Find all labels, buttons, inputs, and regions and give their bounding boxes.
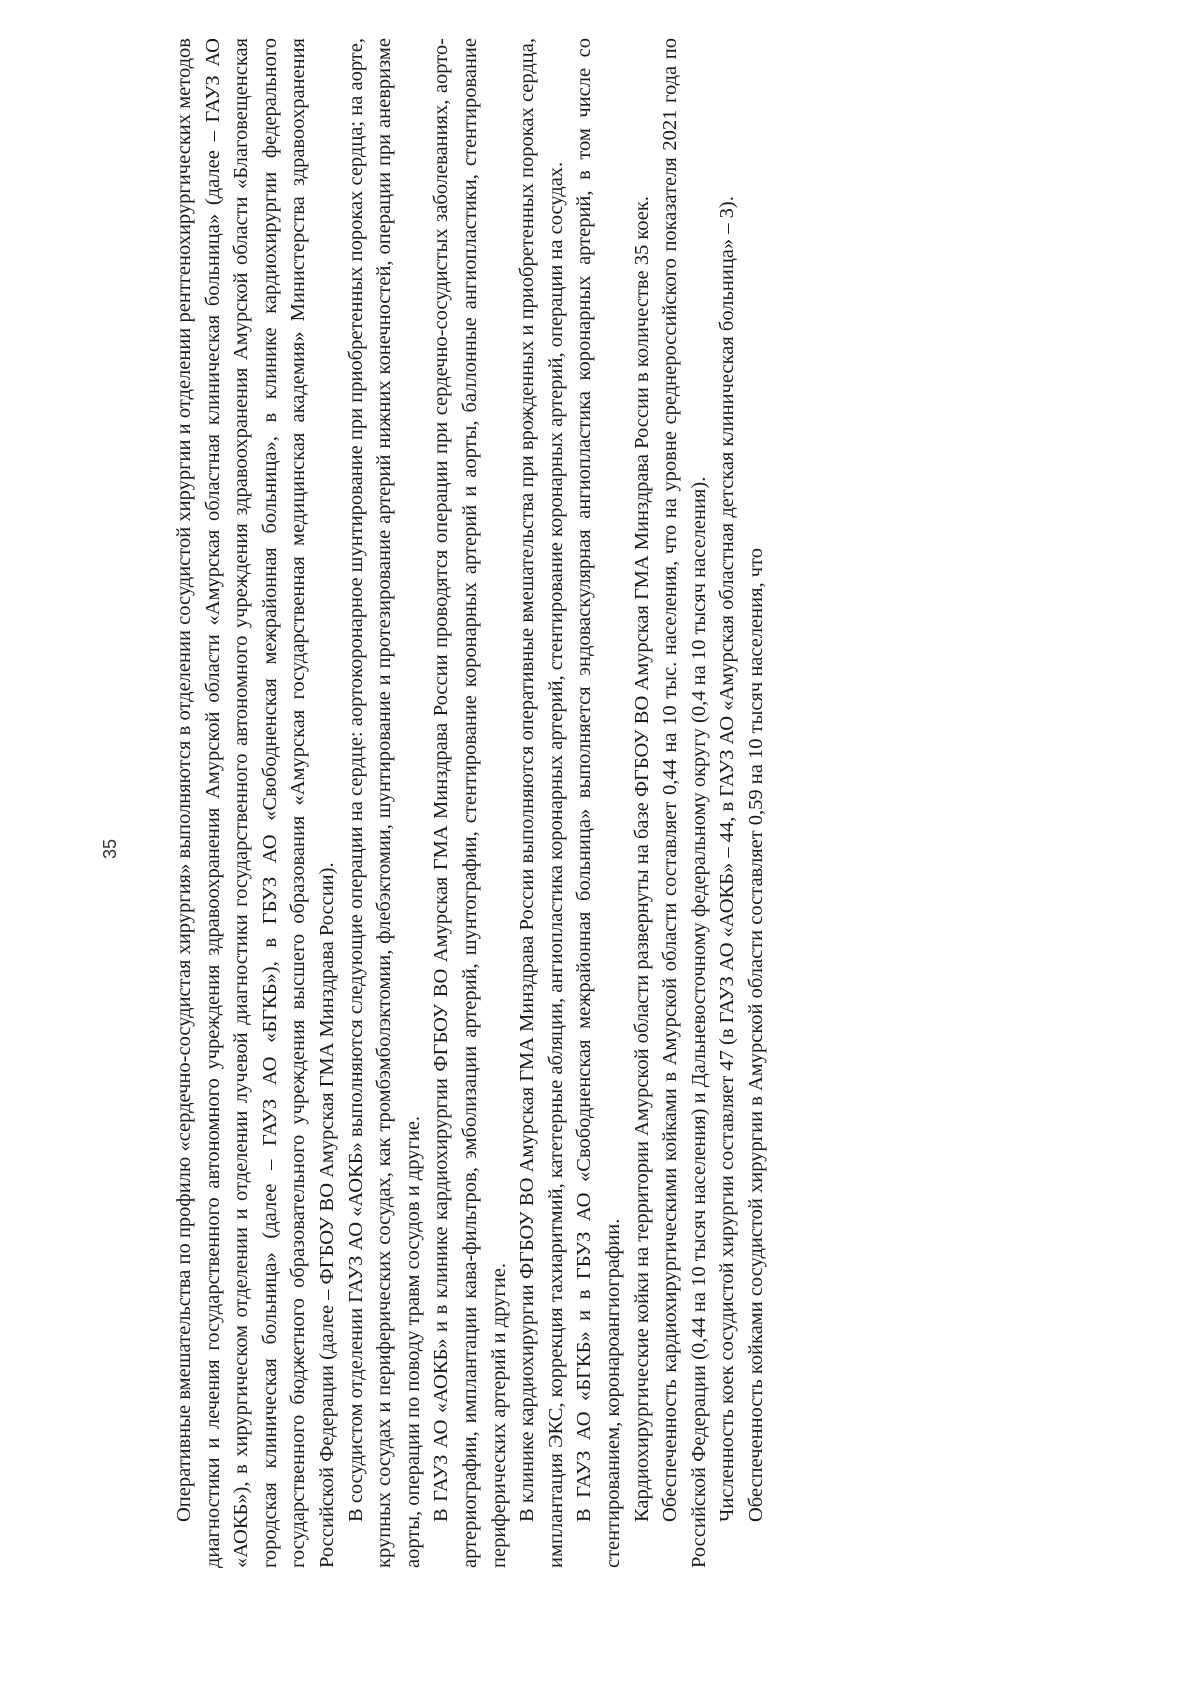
paragraph-3: В ГАУЗ АО «АОКБ» и в клинике кардиохирургии ФГБОУ ВО Амурская ГМА Минздрава России проводятся операции при сердечно-сосудистых заболеваниях, аорто-артериографии, имплантации кава-фильтров, эмболизации артерий, шунтографии, стентирование коронарных артерий и аорты, баллонные ангиопластики, стентирование периферических артерий и другие. [430, 38, 510, 1568]
paragraph-6: Кардиохирургические койки на территории Амурской области развернуты на базе ФГБОУ ВО Амурская ГМА Минздрава России в количестве 35 коек. [630, 196, 653, 1522]
paragraph-5: В ГАУЗ АО «БГКБ» и в ГБУЗ АО «Свободненская межрайонная больница» выполняется эндоваскулярная ангиопластика коронарных артерий, в том числе со стентированием, коронароангиографии. [573, 38, 624, 1568]
page-number: 35 [100, 838, 120, 860]
paragraph-4: В клинике кардиохирургии ФГБОУ ВО Амурская ГМА Минздрава России выполняются оперативные вмешательства при врожденных и приобретенных пороках сердца, имплантация ЭКС, коррекция тахиаритмий, катетерные абляции, ангиопластика коронарных артерий, стентирование коронарных артерий, операции на сосудах. [516, 38, 567, 1568]
paragraph-1: Оперативные вмешательства по профилю «сердечно-сосудистая хирургия» выполняются в отделении сосудистой хирургии и отделении рентгенохирургических методов диагностики и лечения государственного автономного учреждения здравоохранения Амурской области «Амурская областная клиническая больница» (далее – ГАУЗ АО «АОКБ»), в хирургическом отделении и отделении лучевой диагностики государственного автономного учреждения здравоохранения Амурской области «Благовещенская городская клиническая больница» (далее – ГАУЗ АО «БГКБ»), в ГБУЗ АО «Свободненская межрайонная больница», в клинике кардиохирургии федерального государственного бюджетного образовательного учреждения высшего образования «Амурская государственная медицинская академия» Министерства здравоохранения Российской Федерации (далее – ФГБОУ ВО Амурская ГМА Минздрава России). [173, 38, 338, 1568]
document-body [170, 38, 770, 1568]
paragraph-7: Обеспеченность кардиохирургическими койками в Амурской области составляет 0,44 на 10 тыс. населения, что на уровне среднероссийского показателя 2021 года по Российской Федерации (0,44 на 10 тысяч населения) и Дальневосточному федеральному округу (0,4 на 10 тысяч населения). [659, 38, 710, 1568]
paragraph-9: Обеспеченность койками сосудистой хирургии в Амурской области составляет 0,59 на 10 тысяч населения, что [744, 547, 767, 1522]
paragraph-8: Численность коек сосудистой хирургии составляет 47 (в ГАУЗ АО «АОКБ» – 44, в ГАУЗ АО «Амурская областная детская клиническая больница» – 3). [716, 196, 739, 1522]
paragraph-2: В сосудистом отделении ГАУЗ АО «АОКБ» выполняются следующие операции на сердце: аортокоронарное шунтирование при приобретенных пороках сердца; на аорте, крупных сосудах и периферических сосудах, как тромбэмболэктомии, флебэктомии, шунтирование и протезирование артерий нижних конечностей, операции при аневризме аорты, операции по поводу травм сосудов и другие. [344, 38, 424, 1568]
